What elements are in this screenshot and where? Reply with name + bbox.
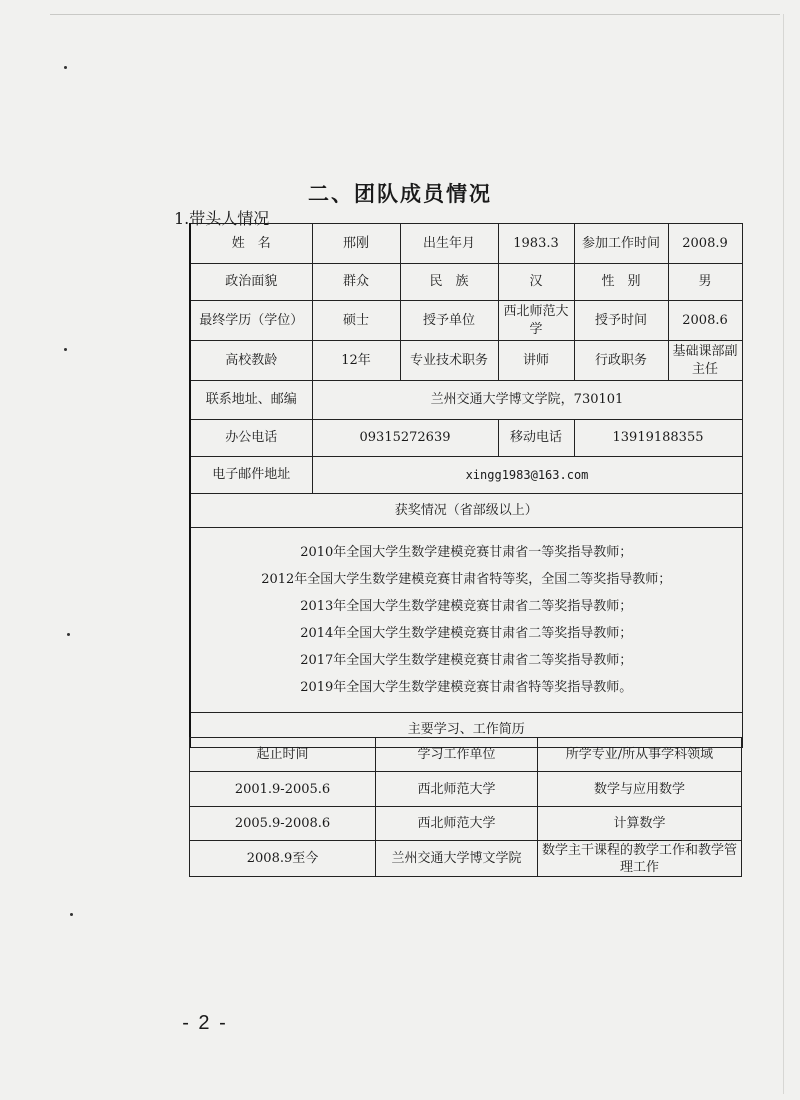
politics-value: 群众 [312,264,400,301]
resume-header: 主要学习、工作简历 [190,713,742,748]
resume-field: 数学与应用数学 [538,772,742,807]
resume-period: 2001.9-2005.6 [190,772,376,807]
gender-label: 性 别 [574,264,668,301]
birth-value: 1983.3 [498,224,574,264]
section-title: 二、团队成员情况 [308,181,492,206]
binding-hole-mark [70,913,73,916]
table-row [190,807,742,841]
politics-label: 政治面貌 [190,264,312,301]
mobile-value: 13919188355 [574,420,742,457]
ethnicity-value: 汉 [498,264,574,301]
table-row [190,457,742,494]
list-item: 2017年全国大学生数学建模竞赛甘肃省二等奖指导教师； [300,653,633,668]
list-item: 2014年全国大学生数学建模竞赛甘肃省二等奖指导教师； [300,626,633,641]
resume-unit: 兰州交通大学博文学院 [376,841,538,877]
teaching-age-label: 高校教龄 [190,341,312,381]
admin-title-label: 行政职务 [574,341,668,381]
column-header-period: 起止时间 [190,738,376,772]
list-item: 2019年全国大学生数学建模竞赛甘肃省特等奖指导教师。 [300,680,633,695]
leader-info-table [189,223,743,748]
granting-unit-value: 西北师范大学 [498,301,574,341]
table-row [190,341,742,381]
tech-title-value: 讲师 [498,341,574,381]
tech-title-label: 专业技术职务 [400,341,498,381]
binding-hole-mark [64,66,67,69]
table-row [190,494,742,528]
name-value: 邢刚 [312,224,400,264]
office-phone-label: 办公电话 [190,420,312,457]
teaching-age-value: 12年 [312,341,400,381]
awards-list [190,528,742,713]
table-row [190,528,742,713]
list-item: 2010年全国大学生数学建模竞赛甘肃省一等奖指导教师； [300,545,633,560]
column-header-unit: 学习工作单位 [376,738,538,772]
subsection-title: 1.带头人情况 [174,209,270,228]
table-row [190,841,742,877]
email-label: 电子邮件地址 [190,457,312,494]
work-start-value: 2008.9 [668,224,742,264]
binding-hole-mark [67,633,70,636]
resume-unit: 西北师范大学 [376,807,538,841]
office-phone-value: 09315272639 [312,420,498,457]
list-item: 2013年全国大学生数学建模竞赛甘肃省二等奖指导教师； [300,599,633,614]
table-row [190,420,742,457]
education-value: 硕士 [312,301,400,341]
ethnicity-label: 民 族 [400,264,498,301]
table-row [190,381,742,420]
education-label: 最终学历（学位） [190,301,312,341]
table-row [190,264,742,301]
resume-field: 数学主干课程的教学工作和教学管理工作 [538,841,742,877]
resume-period: 2005.9-2008.6 [190,807,376,841]
granting-unit-label: 授予单位 [400,301,498,341]
birth-label: 出生年月 [400,224,498,264]
table-row [190,772,742,807]
granting-time-label: 授予时间 [574,301,668,341]
resume-period: 2008.9至今 [190,841,376,877]
table-row [190,224,742,264]
awards-header: 获奖情况（省部级以上） [190,494,742,528]
column-header-field: 所学专业/所从事学科领域 [538,738,742,772]
list-item: 2012年全国大学生数学建模竞赛甘肃省特等奖，全国二等奖指导教师； [261,572,672,587]
gender-value: 男 [668,264,742,301]
name-label: 姓 名 [190,224,312,264]
binding-hole-mark [64,348,67,351]
admin-title-value: 基础课部副主任 [668,341,742,381]
page-edge-right [783,14,784,1094]
page-number: - 2 - [182,1012,228,1034]
mobile-label: 移动电话 [498,420,574,457]
page-edge-top [50,14,780,15]
work-start-label: 参加工作时间 [574,224,668,264]
address-label: 联系地址、邮编 [190,381,312,420]
granting-time-value: 2008.6 [668,301,742,341]
resume-field: 计算数学 [538,807,742,841]
table-row [190,738,742,772]
resume-table [189,737,742,877]
resume-unit: 西北师范大学 [376,772,538,807]
address-value: 兰州交通大学博文学院，730101 [312,381,742,420]
table-row [190,301,742,341]
email-value: xingg1983@163.com [312,457,742,494]
